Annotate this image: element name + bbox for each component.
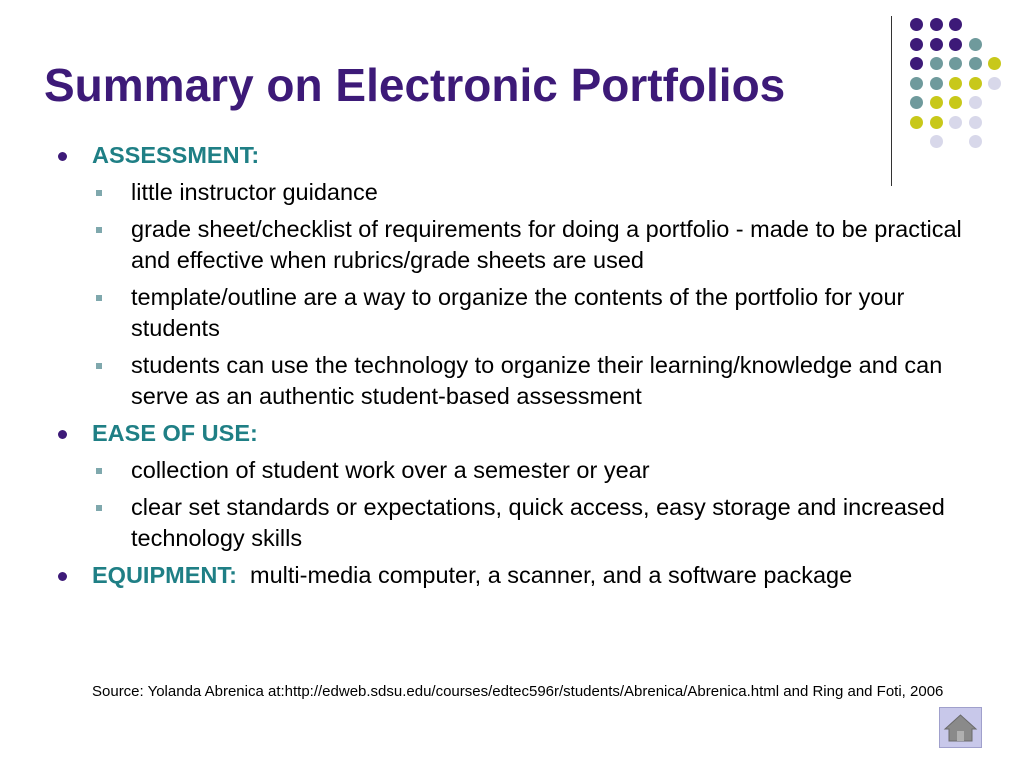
decorative-dot (930, 57, 943, 70)
sub-bullet-text: grade sheet/checklist of requirements for doing a portfolio - made to be practical and effective when rubrics/grade sheets are used (131, 216, 962, 273)
slide-title: Summary on Electronic Portfolios (44, 59, 786, 111)
home-button[interactable] (939, 707, 982, 748)
decorative-dot (910, 96, 923, 109)
sub-bullet (58, 455, 968, 486)
sub-bullet-marker (96, 295, 102, 301)
decorative-dot (930, 96, 943, 109)
decorative-dot (949, 57, 962, 70)
sub-bullet-text: template/outline are a way to organize the contents of the portfolio for your students (131, 284, 905, 341)
decorative-dot (930, 38, 943, 51)
decorative-dot (969, 135, 982, 148)
sub-bullet (58, 492, 968, 554)
decorative-dot (969, 116, 982, 129)
decorative-dot (949, 77, 962, 90)
home-icon (940, 708, 981, 747)
decorative-dot (969, 38, 982, 51)
decorative-dot (988, 77, 1001, 90)
sub-bullet-text: collection of student work over a semester or year (131, 457, 650, 483)
sub-bullet-marker (96, 227, 102, 233)
sub-bullet (58, 214, 968, 276)
decorative-dot (988, 57, 1001, 70)
sub-bullet-text: students can use the technology to organize their learning/knowledge and can serve as an authentic student-based assessment (131, 352, 943, 409)
sub-bullet-text: little instructor guidance (131, 179, 378, 205)
bullet-equipment (58, 560, 968, 591)
decorative-dot (949, 38, 962, 51)
section-heading: EASE OF USE: (92, 420, 258, 446)
source-citation: Source: Yolanda Abrenica at:http://edweb.sdsu.edu/courses/edtec596r/students/Abrenica/Abrenica.html and Ring and Foti, 2006 (92, 683, 944, 700)
sub-bullet-text: clear set standards or expectations, quick access, easy storage and increased technology skills (131, 494, 945, 551)
decorative-dot (930, 18, 943, 31)
bullet-dot (58, 430, 67, 439)
decorative-dot (969, 57, 982, 70)
decorative-dot (969, 96, 982, 109)
decorative-dot (910, 18, 923, 31)
sub-bullet (58, 282, 968, 344)
decorative-dot (969, 77, 982, 90)
decorative-dot (910, 38, 923, 51)
sub-bullet (58, 350, 968, 412)
section-heading: EQUIPMENT: (92, 562, 237, 588)
bullet-ease-of-use (58, 418, 968, 449)
sub-bullet-marker (96, 190, 102, 196)
decorative-dot (949, 96, 962, 109)
section-text: multi-media computer, a scanner, and a software package (250, 562, 853, 588)
sub-bullet-marker (96, 468, 102, 474)
decorative-dot (910, 116, 923, 129)
slide-content (58, 140, 968, 597)
bullet-dot (58, 152, 67, 161)
bullet-assessment (58, 140, 968, 171)
decorative-dot (949, 116, 962, 129)
decorative-dot (910, 77, 923, 90)
sub-bullet (58, 177, 968, 208)
decorative-dot (930, 116, 943, 129)
section-heading: ASSESSMENT: (92, 142, 260, 168)
decorative-dot (930, 77, 943, 90)
sub-bullet-marker (96, 363, 102, 369)
bullet-dot (58, 572, 67, 581)
decorative-dot (949, 18, 962, 31)
decorative-dot (910, 57, 923, 70)
sub-bullet-marker (96, 505, 102, 511)
